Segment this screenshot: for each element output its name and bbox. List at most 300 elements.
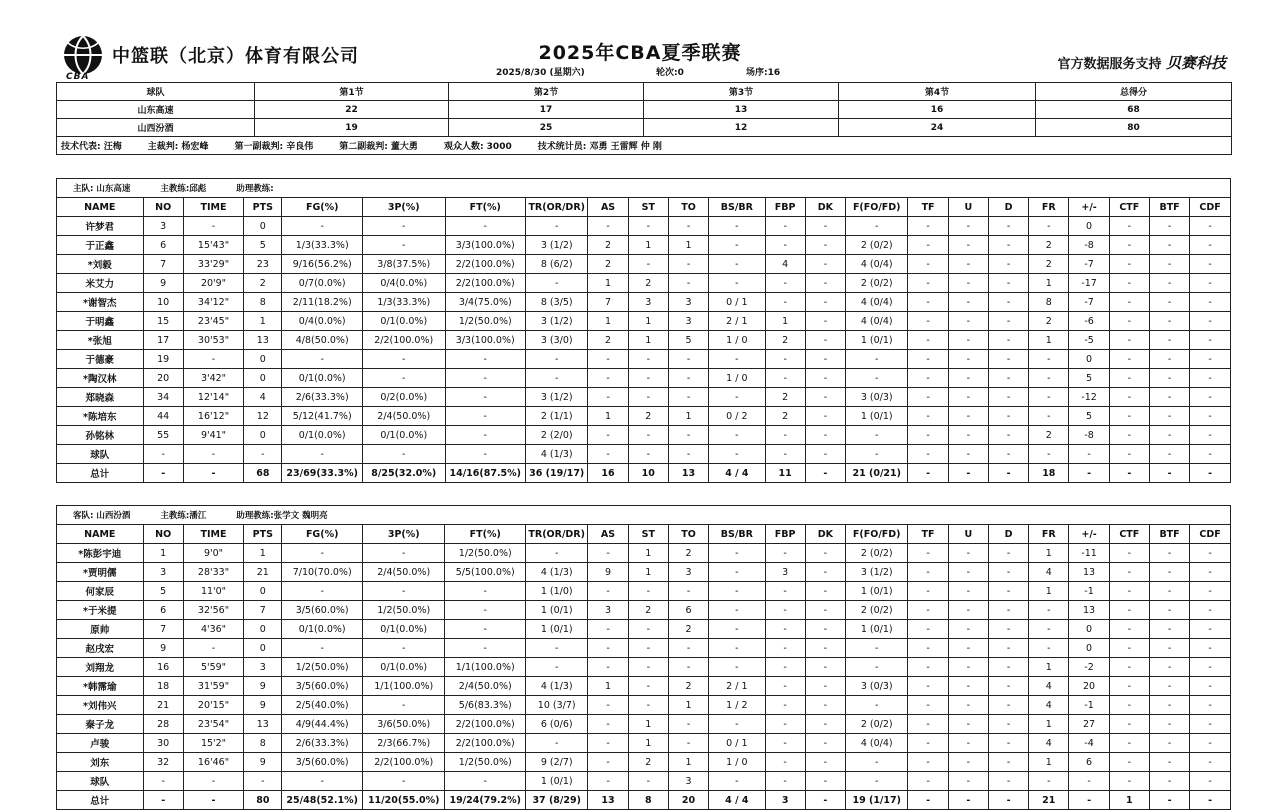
home-stat-cell: -	[908, 445, 948, 464]
home-stat-cell: 1	[668, 236, 708, 255]
home-stat-cell: -	[709, 445, 765, 464]
home-stat-cell: -	[362, 369, 445, 388]
home-stat-cell: -	[668, 369, 708, 388]
away-stat-cell: -4	[1069, 734, 1109, 753]
away-player-row	[57, 753, 1231, 772]
away-stat-cell: -	[362, 544, 445, 563]
home-stat-cell: -	[948, 217, 988, 236]
away-stat-cell: 1	[1029, 715, 1069, 734]
home-stat-cell: -	[1109, 350, 1149, 369]
away-stat-cell: 3	[668, 772, 708, 791]
home-stat-cell: 1 (0/1)	[846, 407, 908, 426]
away-stat-cell: -	[1190, 582, 1231, 601]
away-stat-cell: -	[1190, 563, 1231, 582]
home-stat-cell: 0 / 2	[709, 407, 765, 426]
home-total-cell: -	[183, 464, 243, 483]
home-player-row	[57, 312, 1231, 331]
away-stat-cell: -	[988, 620, 1028, 639]
away-stat-cell: -	[988, 582, 1028, 601]
home-stat-cell: 1 (0/1)	[846, 331, 908, 350]
away-total-cell: 20	[668, 791, 708, 810]
away-stat-cell: 9 (2/7)	[526, 753, 588, 772]
away-stat-cell: -	[908, 715, 948, 734]
away-total-cell: 37 (8/29)	[526, 791, 588, 810]
home-column-header: F(FO/FD)	[846, 198, 908, 217]
home-stat-cell: -	[1190, 445, 1231, 464]
home-stat-cell: -	[805, 274, 845, 293]
away-player-row	[57, 658, 1231, 677]
home-stat-cell: -	[988, 236, 1028, 255]
away-stat-cell: 2/3(66.7%)	[362, 734, 445, 753]
home-stat-cell: -	[709, 350, 765, 369]
away-stat-cell: -	[445, 639, 526, 658]
home-total-row	[57, 464, 1231, 483]
away-stat-cell: 0/1(0.0%)	[282, 620, 363, 639]
home-stat-cell: 8	[1029, 293, 1069, 312]
away-stat-cell: -	[1149, 582, 1189, 601]
away-stat-cell: 2/2(100.0%)	[445, 734, 526, 753]
away-column-header: FR	[1029, 525, 1069, 544]
away-stat-cell: -	[846, 753, 908, 772]
home-stat-cell: -	[805, 236, 845, 255]
home-stat-cell: 9	[143, 274, 183, 293]
home-stat-cell: -	[1109, 369, 1149, 388]
home-stat-cell: 15'43"	[183, 236, 243, 255]
away-stat-cell: 13	[1069, 563, 1109, 582]
away-column-header: 3P(%)	[362, 525, 445, 544]
away-stat-cell: -	[948, 772, 988, 791]
away-stat-cell: 2/2(100.0%)	[445, 715, 526, 734]
home-stat-cell: 8 (6/2)	[526, 255, 588, 274]
away-stat-cell: -	[765, 753, 805, 772]
away-stat-cell: -1	[1069, 582, 1109, 601]
away-total-cell: 总计	[57, 791, 144, 810]
home-stat-cell: -	[445, 369, 526, 388]
home-total-cell: -	[143, 464, 183, 483]
home-stat-cell: 2 (1/1)	[526, 407, 588, 426]
home-stat-cell: -	[628, 217, 668, 236]
away-stat-cell: 6 (0/6)	[526, 715, 588, 734]
home-stat-cell: -	[948, 407, 988, 426]
away-stat-cell: 1 / 2	[709, 696, 765, 715]
away-stat-cell: -	[588, 772, 628, 791]
home-total-cell: 21 (0/21)	[846, 464, 908, 483]
home-stat-cell: -	[805, 331, 845, 350]
home-stat-cell: -	[526, 350, 588, 369]
home-column-header: NAME	[57, 198, 144, 217]
away-stat-cell: -	[183, 772, 243, 791]
away-stat-cell: -	[908, 544, 948, 563]
away-stat-cell: 7	[244, 601, 282, 620]
away-stat-cell: -	[1190, 677, 1231, 696]
away-stat-cell: -	[846, 696, 908, 715]
official-entry: 第二副裁判: 董大勇	[339, 142, 418, 152]
away-stat-cell: -	[805, 696, 845, 715]
logo-caption: CBA	[66, 72, 90, 82]
away-column-header: FT(%)	[445, 525, 526, 544]
home-stat-cell: 1/2(50.0%)	[445, 312, 526, 331]
home-stat-cell: -	[709, 274, 765, 293]
home-stat-cell: -	[588, 350, 628, 369]
away-stat-cell: 4 (0/4)	[846, 734, 908, 753]
score-cell: 19	[255, 119, 449, 137]
sponsor-prefix: 官方数据服务支持	[1057, 57, 1162, 72]
home-stat-cell: 4/8(50.0%)	[282, 331, 363, 350]
away-stat-cell: -	[668, 715, 708, 734]
home-stat-cell: -	[988, 293, 1028, 312]
home-stat-cell: -	[948, 293, 988, 312]
away-stat-cell: -	[588, 582, 628, 601]
home-total-cell: 总计	[57, 464, 144, 483]
away-stat-cell: -	[1109, 715, 1149, 734]
home-stat-cell: 2	[1029, 255, 1069, 274]
away-player-name: 卢骏	[57, 734, 144, 753]
home-player-row	[57, 426, 1231, 445]
home-stat-cell: -	[1109, 236, 1149, 255]
away-stat-cell: 28'33"	[183, 563, 243, 582]
home-stat-cell: -	[908, 369, 948, 388]
home-stat-cell: -	[588, 369, 628, 388]
away-stat-cell: 2 (0/2)	[846, 544, 908, 563]
home-player-name: *陶汉林	[57, 369, 144, 388]
away-stat-cell: -	[765, 601, 805, 620]
home-stat-cell: -	[244, 445, 282, 464]
away-stat-cell: 3	[143, 563, 183, 582]
home-stat-cell: 7	[143, 255, 183, 274]
away-stat-cell: -	[362, 582, 445, 601]
away-stat-cell: 27	[1069, 715, 1109, 734]
away-stat-cell: 1	[1029, 582, 1069, 601]
home-stat-cell: -	[1029, 407, 1069, 426]
home-stat-cell: -	[1149, 274, 1189, 293]
home-stat-cell: -	[765, 274, 805, 293]
away-stat-cell: -	[526, 658, 588, 677]
away-stat-cell: 2/6(33.3%)	[282, 734, 363, 753]
away-stat-cell: 32'56"	[183, 601, 243, 620]
score-cell: 山西汾酒	[57, 119, 255, 137]
away-stat-cell: 4	[1029, 563, 1069, 582]
home-stat-cell: -	[908, 331, 948, 350]
away-stat-cell: -	[948, 753, 988, 772]
home-total-cell: 13	[668, 464, 708, 483]
home-column-header: TF	[908, 198, 948, 217]
home-stat-cell: -	[1109, 293, 1149, 312]
away-stat-cell: -	[628, 677, 668, 696]
away-stat-cell: -	[709, 544, 765, 563]
away-column-header: NO	[143, 525, 183, 544]
home-total-cell: -	[1149, 464, 1189, 483]
home-stat-cell: 2 (0/2)	[846, 274, 908, 293]
home-stat-cell: -	[445, 217, 526, 236]
home-stat-cell: -	[988, 255, 1028, 274]
home-stat-cell: 0/1(0.0%)	[282, 426, 363, 445]
home-stat-cell: -	[1069, 445, 1109, 464]
game-round: 轮次:0	[656, 68, 684, 78]
home-stat-cell: -	[1149, 236, 1189, 255]
home-stat-cell: 1	[628, 312, 668, 331]
officials-cell	[57, 137, 1232, 155]
home-stat-cell: 3	[668, 293, 708, 312]
home-player-row	[57, 331, 1231, 350]
away-stat-cell: -	[846, 639, 908, 658]
home-stat-cell: 2 (0/2)	[846, 236, 908, 255]
away-stat-cell: -	[1149, 734, 1189, 753]
away-stat-cell: 9'0"	[183, 544, 243, 563]
away-stat-cell: 8	[244, 734, 282, 753]
away-player-row	[57, 677, 1231, 696]
home-stat-cell: -	[362, 445, 445, 464]
home-stat-cell: -	[908, 255, 948, 274]
away-stat-cell: 2 (0/2)	[846, 715, 908, 734]
home-column-header: NO	[143, 198, 183, 217]
away-stat-cell: -	[988, 696, 1028, 715]
home-stat-cell: 2	[244, 274, 282, 293]
away-stat-cell: -	[805, 620, 845, 639]
away-stat-cell: 3 (1/2)	[846, 563, 908, 582]
away-stat-cell: -	[988, 658, 1028, 677]
home-team-info-cell	[57, 179, 1231, 198]
away-player-row	[57, 772, 1231, 791]
away-stat-cell: 2/4(50.0%)	[362, 563, 445, 582]
away-stat-cell: -	[765, 734, 805, 753]
away-stat-cell: 2	[668, 544, 708, 563]
away-stat-cell: 1 (0/1)	[526, 620, 588, 639]
home-stat-cell: 0	[244, 369, 282, 388]
away-stat-cell: 0	[1069, 620, 1109, 639]
away-stat-cell: -	[1190, 658, 1231, 677]
home-stat-cell: -	[765, 217, 805, 236]
away-stat-cell: 20	[1069, 677, 1109, 696]
home-stat-cell: -	[805, 217, 845, 236]
home-stat-cell: -	[1109, 407, 1149, 426]
away-team-info-cell	[57, 506, 1231, 525]
away-stat-cell: -	[588, 658, 628, 677]
away-stat-cell: -	[1149, 563, 1189, 582]
away-stat-cell: 2/4(50.0%)	[445, 677, 526, 696]
official-entry: 第一副裁判: 辛良伟	[234, 142, 314, 152]
away-stat-cell: 9	[244, 753, 282, 772]
home-stat-cell: 1	[628, 236, 668, 255]
away-player-name: 原帅	[57, 620, 144, 639]
home-stat-cell: -	[908, 407, 948, 426]
home-stat-cell: -	[1190, 274, 1231, 293]
score-header-row	[57, 83, 1232, 101]
home-stat-cell: -8	[1069, 426, 1109, 445]
home-stat-cell: -	[948, 255, 988, 274]
home-stat-cell: 2/2(100.0%)	[362, 331, 445, 350]
away-stat-cell: -	[526, 544, 588, 563]
away-player-name: 赵戌宏	[57, 639, 144, 658]
home-stat-cell: -	[1190, 217, 1231, 236]
home-player-row	[57, 445, 1231, 464]
home-stat-cell: -	[805, 369, 845, 388]
home-stat-cell: -	[628, 426, 668, 445]
home-stat-cell: -	[1190, 426, 1231, 445]
away-stat-cell: -	[765, 658, 805, 677]
away-total-cell: -	[908, 791, 948, 810]
home-player-row	[57, 369, 1231, 388]
home-stat-cell: -	[1190, 350, 1231, 369]
score-cell: 16	[839, 101, 1036, 119]
away-stat-cell: -	[1109, 734, 1149, 753]
home-stat-cell: -	[1149, 312, 1189, 331]
home-stat-cell: 1	[588, 407, 628, 426]
away-stat-cell: -	[1029, 772, 1069, 791]
home-stat-cell: 2	[588, 255, 628, 274]
home-total-cell: -	[948, 464, 988, 483]
away-stat-cell: 4'36"	[183, 620, 243, 639]
score-header-cell: 第3节	[644, 83, 839, 101]
away-stat-cell: 7	[143, 620, 183, 639]
away-stat-cell: 5/5(100.0%)	[445, 563, 526, 582]
home-total-cell: 8/25(32.0%)	[362, 464, 445, 483]
away-stat-cell: -	[908, 677, 948, 696]
home-column-header: ST	[628, 198, 668, 217]
away-stat-cell: -	[668, 639, 708, 658]
home-player-row	[57, 274, 1231, 293]
home-stat-cell: -	[908, 350, 948, 369]
away-stat-cell: -	[709, 582, 765, 601]
away-player-row	[57, 620, 1231, 639]
home-total-cell: -	[1190, 464, 1231, 483]
home-stat-cell: 3/3(100.0%)	[445, 331, 526, 350]
away-stat-cell: -	[588, 715, 628, 734]
organization-name: 中篮联（北京）体育有限公司	[112, 46, 359, 67]
home-stat-cell: -	[1149, 350, 1189, 369]
away-stat-cell: 18	[143, 677, 183, 696]
away-stat-cell: -	[588, 544, 628, 563]
home-column-header: PTS	[244, 198, 282, 217]
away-stat-cell: -	[908, 734, 948, 753]
home-stat-cell: 0/1(0.0%)	[362, 312, 445, 331]
home-column-header: FT(%)	[445, 198, 526, 217]
away-total-cell: 19/24(79.2%)	[445, 791, 526, 810]
home-stat-cell: -	[709, 388, 765, 407]
away-stat-cell: -	[1149, 544, 1189, 563]
home-stat-cell: 3	[143, 217, 183, 236]
away-stat-cell: 2 (0/2)	[846, 601, 908, 620]
away-stat-cell: 1	[1029, 544, 1069, 563]
home-stat-cell: -	[1190, 236, 1231, 255]
home-stat-cell: 17	[143, 331, 183, 350]
home-stat-cell: -	[948, 236, 988, 255]
away-stat-cell: -11	[1069, 544, 1109, 563]
home-stat-cell: -	[1109, 274, 1149, 293]
away-stat-cell: -	[1149, 639, 1189, 658]
home-stat-cell: 3 (0/3)	[846, 388, 908, 407]
home-total-cell: -	[1109, 464, 1149, 483]
home-stat-cell: -	[668, 426, 708, 445]
away-column-header: +/-	[1069, 525, 1109, 544]
home-stat-cell: -17	[1069, 274, 1109, 293]
home-stat-cell: 1	[668, 407, 708, 426]
home-stat-cell: -	[908, 236, 948, 255]
home-stat-cell: 0/1(0.0%)	[362, 426, 445, 445]
home-stat-cell: 9/16(56.2%)	[282, 255, 363, 274]
away-stat-cell: -	[948, 715, 988, 734]
home-stat-cell: -	[1190, 369, 1231, 388]
home-stat-cell: 34	[143, 388, 183, 407]
home-stat-cell: -	[948, 312, 988, 331]
home-stat-cell: -	[988, 274, 1028, 293]
away-stat-cell: 2	[628, 753, 668, 772]
away-stat-cell: -	[805, 715, 845, 734]
home-stat-cell: 2	[765, 388, 805, 407]
away-total-cell: 25/48(52.1%)	[282, 791, 363, 810]
home-column-header: BS/BR	[709, 198, 765, 217]
away-stat-cell: 1	[1029, 658, 1069, 677]
away-column-header: NAME	[57, 525, 144, 544]
home-stat-cell: 1 / 0	[709, 369, 765, 388]
home-stat-cell: -	[668, 388, 708, 407]
home-stat-cell: 2	[588, 331, 628, 350]
away-column-header: ST	[628, 525, 668, 544]
home-stat-cell: -	[846, 445, 908, 464]
away-stat-cell: -	[1029, 620, 1069, 639]
away-stat-cell: 1	[143, 544, 183, 563]
home-stat-cell: -	[668, 445, 708, 464]
away-stat-cell: 1	[628, 715, 668, 734]
home-total-cell: 16	[588, 464, 628, 483]
away-total-cell: 4 / 4	[709, 791, 765, 810]
home-stat-cell: -	[908, 293, 948, 312]
home-stat-cell: 2 / 1	[709, 312, 765, 331]
away-stat-cell: -	[988, 753, 1028, 772]
home-stat-cell: -	[988, 350, 1028, 369]
home-stat-cell: 2	[628, 407, 668, 426]
away-stat-cell: -	[1109, 620, 1149, 639]
home-stat-cell: -7	[1069, 293, 1109, 312]
home-stat-cell: -	[668, 217, 708, 236]
away-stat-cell: 3	[588, 601, 628, 620]
home-stat-cell: 1	[588, 312, 628, 331]
away-total-row	[57, 791, 1231, 810]
away-stat-cell: -	[948, 677, 988, 696]
away-stat-cell: -	[1190, 639, 1231, 658]
page-title: 2025年CBA夏季联赛	[538, 42, 742, 64]
away-stat-cell: 32	[143, 753, 183, 772]
away-player-name: *于米提	[57, 601, 144, 620]
away-stat-cell: 5	[143, 582, 183, 601]
away-stat-cell: -	[765, 639, 805, 658]
home-stat-cell: 30'53"	[183, 331, 243, 350]
home-stat-cell: -	[1149, 407, 1189, 426]
home-stat-cell: -	[1149, 369, 1189, 388]
away-stat-cell: 1 (0/1)	[846, 582, 908, 601]
home-team-info-entry: 主队: 山东高速	[73, 184, 131, 194]
home-total-cell: -	[988, 464, 1028, 483]
away-stat-cell: 15'2"	[183, 734, 243, 753]
home-stat-cell: -	[908, 217, 948, 236]
home-stat-cell: -	[445, 350, 526, 369]
away-stat-cell: 1/2(50.0%)	[282, 658, 363, 677]
away-stat-cell: -	[988, 601, 1028, 620]
home-stat-cell: -	[765, 426, 805, 445]
away-stat-cell: 1	[628, 544, 668, 563]
away-stat-cell: -	[1190, 715, 1231, 734]
home-stat-cell: 12	[244, 407, 282, 426]
away-player-name: 球队	[57, 772, 144, 791]
away-total-cell: -	[143, 791, 183, 810]
away-stat-cell: -	[1149, 601, 1189, 620]
away-stat-cell: -	[628, 582, 668, 601]
home-stat-cell: -	[1109, 331, 1149, 350]
away-total-cell: -	[183, 791, 243, 810]
home-column-header: BTF	[1149, 198, 1189, 217]
away-stat-cell: -	[988, 563, 1028, 582]
home-stat-cell: -	[362, 236, 445, 255]
away-stat-cell: -	[988, 544, 1028, 563]
